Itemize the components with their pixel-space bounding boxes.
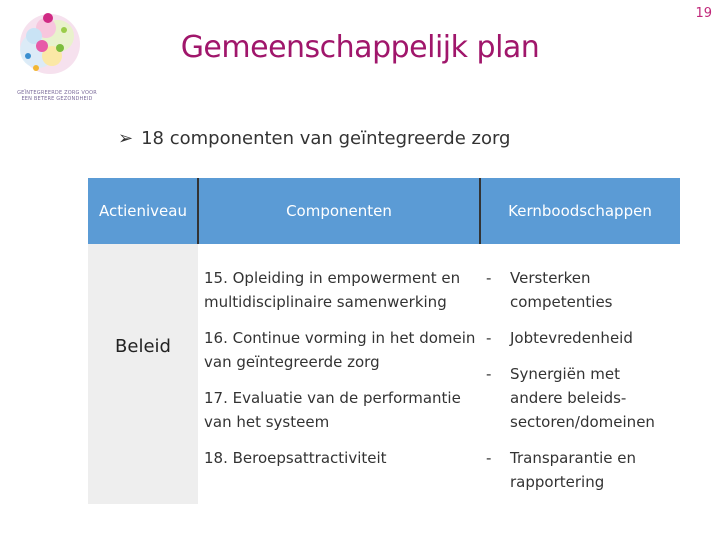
list-item: - Transparantie en rapportering xyxy=(486,446,676,494)
header-kernboodschappen: Kernboodschappen xyxy=(508,202,652,220)
arrow-bullet-icon: ➢ xyxy=(118,128,134,149)
list-item xyxy=(204,266,484,314)
list-item xyxy=(204,386,484,434)
list-item xyxy=(204,326,484,374)
header-divider xyxy=(197,178,199,244)
list-item: - Versterken competenties xyxy=(486,266,676,314)
level-label: Beleid xyxy=(115,336,171,357)
table-header xyxy=(88,178,680,244)
logo-text: GEÏNTEGREERDE ZORG VOOR EEN BETERE GEZONDHEID xyxy=(17,90,97,102)
page-title: Gemeenschappelijk plan xyxy=(180,30,540,65)
header-componenten: Componenten xyxy=(286,202,392,220)
bullet-line xyxy=(118,128,510,149)
header-actieniveau: Actieniveau xyxy=(98,202,187,220)
table-body xyxy=(88,244,680,504)
list-item xyxy=(204,446,484,470)
component-text: 15. Opleiding in empowerment en multidisciplinaire samenwerking xyxy=(204,269,461,311)
bullet-text: 18 componenten van geïntegreerde zorg xyxy=(141,128,511,149)
list-item: - Synergiën met andere beleids-sectoren/domeinen xyxy=(486,362,676,434)
slide-number: 19 xyxy=(695,6,712,21)
key-messages-list xyxy=(486,266,676,494)
components-table xyxy=(88,178,680,504)
component-text: 16. Continue vorming in het domein van geïntegreerde zorg xyxy=(204,329,476,371)
header-divider xyxy=(479,178,481,244)
level-cell xyxy=(88,244,198,504)
components-list xyxy=(204,266,484,470)
list-item: - Jobtevredenheid xyxy=(486,326,676,350)
component-text: 17. Evaluatie van de performantie van het systeem xyxy=(204,389,461,431)
component-text: 18. Beroepsattractiviteit xyxy=(204,449,387,467)
